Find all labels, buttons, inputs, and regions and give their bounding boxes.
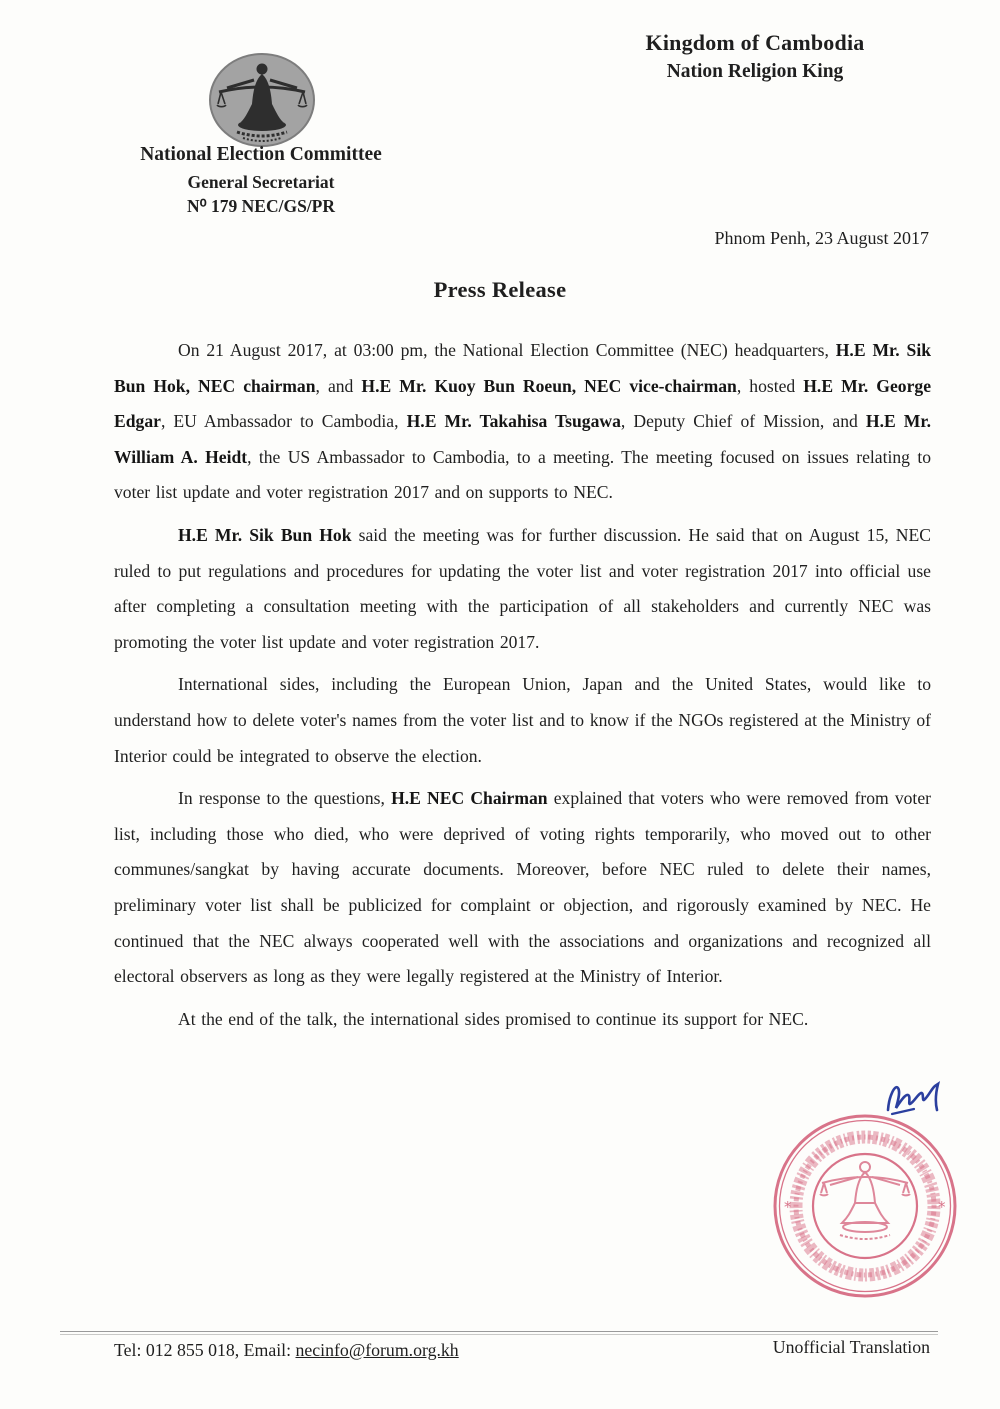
footer-contact (114, 1340, 459, 1361)
document-title: Press Release (433, 277, 567, 302)
footer-note: Unofficial Translation (772, 1337, 930, 1357)
footer-contact-text: Tel: 012 855 018, Email: (114, 1340, 296, 1360)
email-link[interactable]: necinfo@forum.org.kh (295, 1340, 459, 1360)
header-right-block (560, 30, 950, 83)
national-motto: Nation Religion King (666, 61, 844, 82)
body-paragraph: At the end of the talk, the international sides promised to continue its support for NEC. (178, 1008, 809, 1029)
dateline: Phnom Penh, 23 August 2017 (714, 228, 929, 248)
body-paragraph: In response to the questions, H.E NEC Chairman explained that voters who were removed from voter list, including those who died, who were deprived of voting rights temporarily, who moved out to other communes/sangkat by having accurate documents. Moreover, before NEC ruled to delete their names, preliminary voter list shall be publicized for complaint or objection, and rigorously examined by NEC. He continued that the NEC always cooperated well with the associations and organizations and recognized all electoral observers as long as they were legally registered at the Ministry of Interior. (114, 788, 931, 987)
svg-text:*: * (938, 1198, 946, 1216)
body-paragraph: H.E Mr. Sik Bun Hok said the meeting was for further discussion. He said that on August 15, NEC ruled to put regulations and procedures for updating the voter list and voter registration 2017 into official use after completing a consultation meeting with the participation of all stakeholders and currently NEC was promoting the voter list update and voter registration 2017. (114, 524, 931, 652)
body-paragraph: International sides, including the European Union, Japan and the United States, would like to understand how to delete voter's names from the voter list and to know if the NGOs registered at the Ministry of Interior could be integrated to observe the election. (114, 674, 931, 766)
nec-emblem-icon (207, 52, 317, 148)
kingdom-title: Kingdom of Cambodia (645, 30, 865, 55)
reference-number: N⁰ 179 NEC/GS/PR (187, 196, 335, 216)
nec-red-seal-stamp (770, 1110, 960, 1302)
document-body (114, 333, 931, 1044)
svg-text:*: * (784, 1198, 792, 1216)
body-paragraph: On 21 August 2017, at 03:00 pm, the National Election Committee (NEC) headquarters, H.E Mr. Sik Bun Hok, NEC chairman, and H.E Mr. Kuoy Bun Roeun, NEC vice-chairman, hosted H.E Mr. George Edgar, EU Ambassador to Cambodia, H.E Mr. Takahisa Tsugawa, Deputy Chief of Mission, and H.E Mr. William A. Heidt, the US Ambassador to Cambodia, to a meeting. The meeting focused on issues relating to voter list update and voter registration 2017 and on supports to NEC. (114, 340, 932, 503)
org-unit: General Secretariat (187, 172, 335, 192)
org-block (110, 144, 412, 217)
footer-divider (60, 1331, 938, 1335)
org-name: National Election Committee (140, 144, 382, 165)
